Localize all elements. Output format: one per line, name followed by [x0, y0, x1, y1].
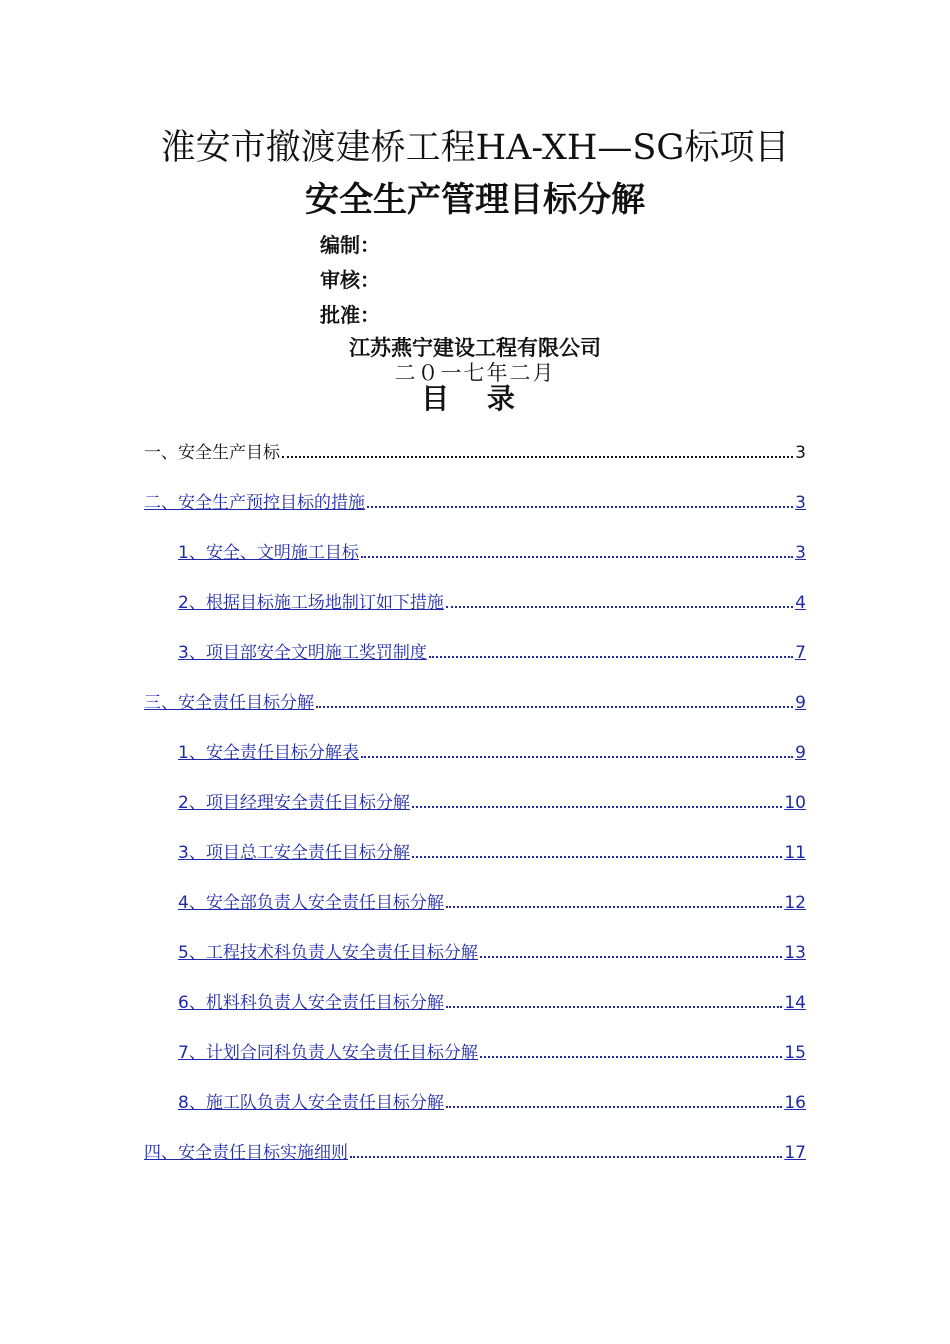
approved-by-label: 批准：	[320, 303, 380, 327]
toc-entry-label: 四、安全责任目标实施细则	[144, 1143, 348, 1163]
toc-entry-page: 10	[784, 793, 806, 813]
toc-dot-leader	[480, 1056, 783, 1058]
toc-entry-label: 1、安全、文明施工目标	[178, 543, 359, 563]
toc-entry-page: 17	[784, 1143, 806, 1163]
toc-entry-page: 11	[784, 843, 806, 863]
reviewed-by-label: 审核：	[320, 268, 380, 292]
toc-entry-label: 6、机料科负责人安全责任目标分解	[178, 993, 444, 1013]
toc-entry-page: 4	[795, 593, 806, 613]
toc-entry-page: 7	[795, 643, 806, 663]
document-date: 二０一七年二月	[394, 361, 556, 385]
toc-entry-label: 2、根据目标施工场地制订如下措施	[178, 593, 444, 613]
toc-heading: 目 录	[421, 382, 529, 415]
toc-entry[interactable]	[178, 737, 806, 763]
toc-entry-page: 3	[795, 443, 806, 463]
toc-entry-page: 15	[784, 1043, 806, 1063]
toc-entry-label: 4、安全部负责人安全责任目标分解	[178, 893, 444, 913]
toc-entry-page: 3	[795, 493, 806, 513]
toc-dot-leader	[412, 856, 783, 858]
toc-entry-page: 13	[784, 943, 806, 963]
toc-dot-leader	[350, 1156, 782, 1158]
toc-entry-label: 7、计划合同科负责人安全责任目标分解	[178, 1043, 478, 1063]
toc-dot-leader	[316, 706, 793, 708]
toc-entry-label: 1、安全责任目标分解表	[178, 743, 359, 763]
toc-dot-leader	[361, 756, 793, 758]
toc-entry-page: 14	[784, 993, 806, 1013]
toc-entry[interactable]	[178, 937, 806, 963]
toc-entry[interactable]	[178, 1037, 806, 1063]
toc-entry-label: 3、项目总工安全责任目标分解	[178, 843, 410, 863]
toc-entry[interactable]	[178, 537, 806, 563]
toc-dot-leader	[412, 806, 783, 808]
company-name: 江苏燕宁建设工程有限公司	[349, 336, 601, 360]
toc-dot-leader	[361, 556, 793, 558]
project-title: 淮安市撤渡建桥工程HA-XH—SG标项目	[160, 128, 790, 168]
toc-entry-page: 9	[795, 743, 806, 763]
toc-entry[interactable]	[178, 887, 806, 913]
toc-entry-label: 一、安全生产目标	[144, 443, 280, 463]
toc-dot-leader	[367, 506, 793, 508]
toc-dot-leader	[446, 1106, 783, 1108]
toc-entry-label: 二、安全生产预控目标的措施	[144, 493, 365, 513]
toc-entry[interactable]	[178, 837, 806, 863]
toc-entry-label: 8、施工队负责人安全责任目标分解	[178, 1093, 444, 1113]
toc-entry-page: 16	[784, 1093, 806, 1113]
toc-dot-leader	[429, 656, 793, 658]
toc-entry[interactable]	[144, 437, 806, 463]
toc-entry[interactable]	[178, 637, 806, 663]
toc-entry[interactable]	[144, 687, 806, 713]
document-title: 安全生产管理目标分解	[305, 180, 645, 220]
toc-entry[interactable]	[178, 587, 806, 613]
toc-dot-leader	[446, 906, 783, 908]
toc-entry-page: 9	[795, 693, 806, 713]
toc-entry-page: 12	[784, 893, 806, 913]
toc-entry[interactable]	[144, 487, 806, 513]
toc-entry[interactable]	[178, 1087, 806, 1113]
toc-entry-label: 3、项目部安全文明施工奖罚制度	[178, 643, 427, 663]
toc-entry[interactable]	[178, 987, 806, 1013]
toc-entry-page: 3	[795, 543, 806, 563]
toc-dot-leader	[282, 456, 793, 458]
compiled-by-label: 编制：	[320, 233, 380, 257]
toc-entry-label: 三、安全责任目标分解	[144, 693, 314, 713]
toc-entry-label: 2、项目经理安全责任目标分解	[178, 793, 410, 813]
toc-entry-label: 5、工程技术科负责人安全责任目标分解	[178, 943, 478, 963]
toc-dot-leader	[446, 1006, 783, 1008]
toc-dot-leader	[480, 956, 783, 958]
toc-entry[interactable]	[144, 1137, 806, 1163]
toc-dot-leader	[446, 606, 793, 608]
toc-entry[interactable]	[178, 787, 806, 813]
